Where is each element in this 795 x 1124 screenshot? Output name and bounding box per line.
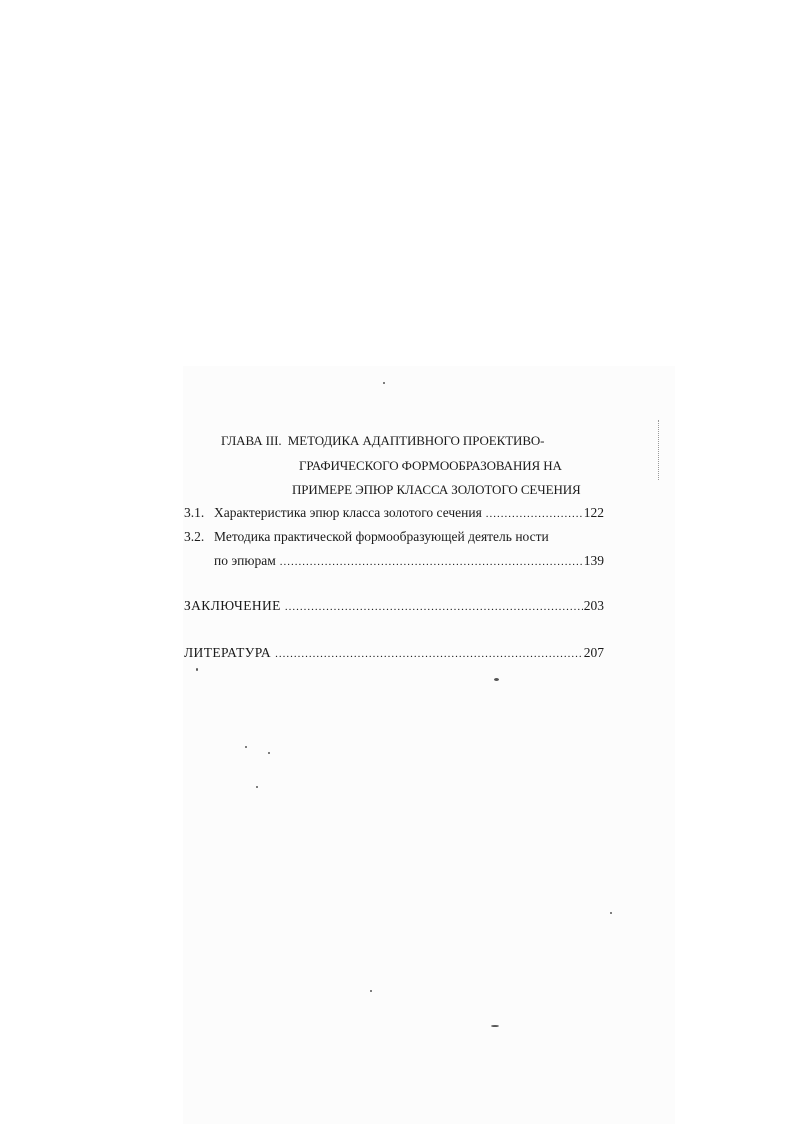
- scanned-page-area: [183, 366, 675, 1124]
- toc-entry-3-1: [184, 505, 604, 522]
- chapter-heading-line-3: [292, 482, 581, 498]
- scan-edge-mark: [658, 420, 659, 480]
- toc-entry-title: Методика практической формообразующей деятель ности: [214, 529, 549, 544]
- dot-leader: [280, 554, 583, 570]
- toc-entry-page: 122: [583, 505, 604, 520]
- chapter-heading-line-2: [299, 458, 562, 474]
- scan-speck: [196, 668, 198, 671]
- toc-entry-page: 203: [583, 598, 604, 613]
- chapter-label: ГЛАВА III.: [221, 433, 282, 448]
- chapter-title-line-2: ГРАФИЧЕСКОГО ФОРМООБРАЗОВАНИЯ НА: [299, 458, 562, 473]
- scan-speck: [370, 990, 372, 992]
- toc-entry-literature: [184, 645, 604, 662]
- toc-entry-continuation: по эпюрам: [214, 553, 276, 568]
- scan-speck: [494, 678, 499, 681]
- chapter-title-line-3: ПРИМЕРЕ ЭПЮР КЛАССА ЗОЛОТОГО СЕЧЕНИЯ: [292, 482, 581, 497]
- scan-speck: [268, 752, 270, 754]
- dot-leader: [285, 599, 583, 615]
- dot-leader: [275, 646, 583, 662]
- toc-entry-page: 139: [583, 553, 604, 568]
- scan-speck: [245, 746, 247, 748]
- scan-speck: [383, 382, 385, 384]
- chapter-heading-line-1: [221, 433, 544, 449]
- toc-entry-3-2-continuation: [214, 553, 604, 570]
- scan-speck: [256, 786, 258, 788]
- toc-entry-3-2: [184, 529, 604, 545]
- toc-entry-number: 3.1.: [184, 505, 205, 520]
- toc-entry-title: ЛИТЕРАТУРА: [184, 645, 272, 660]
- toc-entry-number: 3.2.: [184, 529, 205, 544]
- toc-entry-title: Характеристика эпюр класса золотого сечения: [214, 505, 482, 520]
- toc-entry-page: 207: [583, 645, 604, 660]
- scan-speck: [610, 912, 612, 914]
- toc-entry-title: ЗАКЛЮЧЕНИЕ: [184, 598, 281, 613]
- chapter-title-line-1: МЕТОДИКА АДАПТИВНОГО ПРОЕКТИВО-: [287, 433, 545, 448]
- scan-speck: [491, 1025, 499, 1027]
- dot-leader: [486, 506, 583, 522]
- toc-entry-conclusion: [184, 598, 604, 615]
